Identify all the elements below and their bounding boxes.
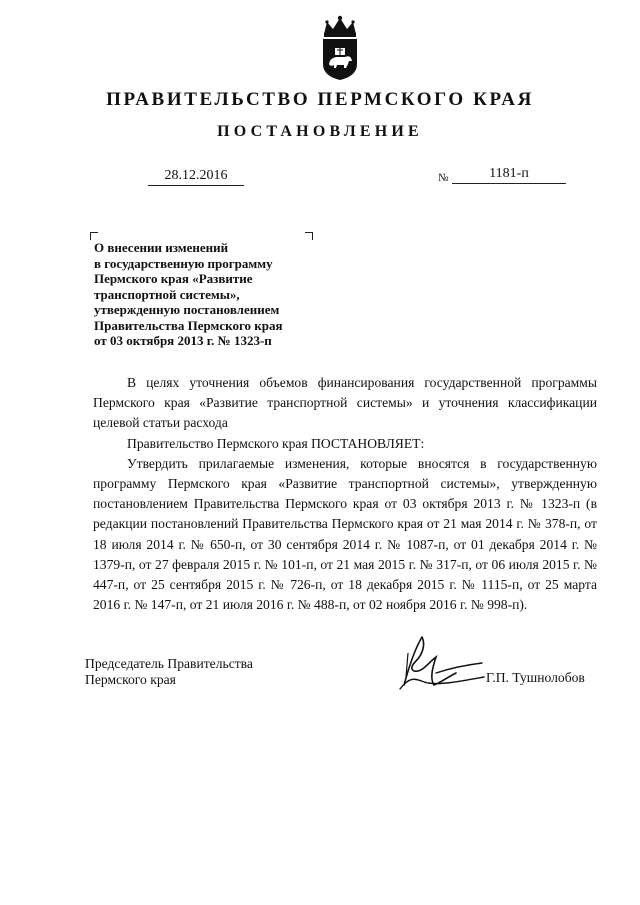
- body-paragraph-decision: Утвердить прилагаемые изменения, которые вносятся в государственную программу Пермского края «Развитие транспортной системы», утвержденную постановлением Правительства Пермского края от 03 октября 2013 г. № 1323-п (в редакции постановлений Правительства Пермского края от 21 мая 2014 г. № 378-п, от 18 июля 2014 г. № 650-п, от 30 сентября 2014 г. № 1087-п, от 01 декабря 2014 г. № 1379-п, от 27 февраля 2015 г. № 101-п, от 21 мая 2015 г. № 317-п, от 06 июля 2015 г. № 447-п, от 25 сентября 2015 г. № 726-п, от 18 декабря 2015 г. № 1115-п, от 25 марта 2016 г. № 147-п, от 21 июля 2016 г. № 488-п, от 02 ноября 2016 г. № 998-п).: [93, 455, 597, 613]
- handwritten-signature-icon: [392, 633, 488, 697]
- subject-line: Правительства Пермского края: [94, 317, 283, 333]
- document-date: 28.12.2016: [148, 168, 244, 186]
- subject-line: утвержденную постановлением: [94, 302, 280, 317]
- subject-line: Пермского края «Развитие: [94, 271, 253, 286]
- document-subject: [94, 240, 334, 349]
- signer-name: Г.П. Тушнолобов: [486, 670, 585, 685]
- signer-position-line: Пермского края: [85, 672, 176, 687]
- subject-line: от 03 октября 2013 г. № 1323-п: [94, 333, 272, 348]
- subject-line: транспортной системы»,: [94, 286, 240, 302]
- subject-line: О внесении изменений: [94, 240, 229, 255]
- document-number: 1181-п: [452, 166, 566, 184]
- body-paragraph-preamble: В целях уточнения объемов финансирования государственной программы Пермского края «Развитие транспортной системы» и уточнения классификации целевой статьи расхода: [93, 375, 597, 431]
- signer-position: [85, 656, 253, 688]
- document-type: ПОСТАНОВЛЕНИЕ: [217, 123, 423, 140]
- government-title: ПРАВИТЕЛЬСТВО ПЕРМСКОГО КРАЯ: [106, 89, 534, 110]
- subject-corner-left: [90, 232, 98, 240]
- perm-krai-coat-of-arms-icon: [318, 12, 362, 82]
- number-sign: №: [438, 172, 449, 184]
- subject-corner-right: [305, 232, 313, 240]
- signer-position-line: Председатель Правительства: [85, 656, 253, 671]
- subject-line: в государственную программу: [94, 255, 273, 271]
- body-paragraph-resolves: Правительство Пермского края ПОСТАНОВЛЯЕТ:: [127, 435, 425, 451]
- document-body: [93, 373, 597, 615]
